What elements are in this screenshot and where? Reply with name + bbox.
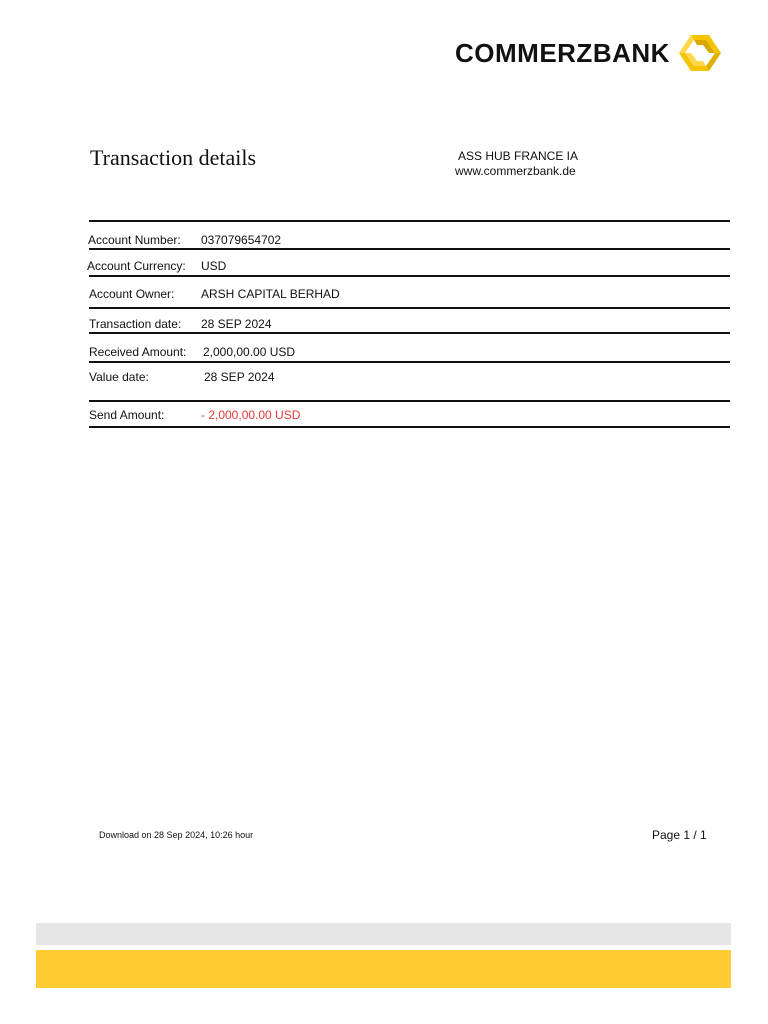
brand-name: COMMERZBANK: [455, 38, 670, 68]
page-number: Page 1 / 1: [652, 828, 707, 842]
divider: [89, 400, 730, 402]
divider-bottom: [89, 426, 730, 428]
received-amount-value: 2,000,00.00 USD: [203, 345, 296, 359]
download-timestamp: Download on 28 Sep 2024, 10:26 hour: [99, 830, 254, 840]
value-date-value: 28 SEP 2024: [204, 370, 275, 384]
divider: [89, 307, 730, 309]
footer-band-yellow: [36, 950, 731, 988]
bank-website-link[interactable]: www.commerzbank.de: [455, 164, 576, 178]
document-title: Transaction details: [90, 145, 256, 170]
account-owner-value: ARSH CAPITAL BERHAD: [201, 287, 340, 301]
received-amount-label: Received Amount:: [89, 345, 187, 359]
account-number-label: Account Number:: [88, 233, 181, 247]
value-date-label: Value date:: [89, 370, 149, 384]
account-owner-label: Account Owner:: [89, 287, 175, 301]
divider-top: [89, 220, 730, 222]
transaction-date-label: Transaction date:: [89, 317, 182, 331]
transaction-date-value: 28 SEP 2024: [201, 317, 272, 331]
account-currency-label: Account Currency:: [87, 259, 186, 273]
send-amount-label: Send Amount:: [89, 408, 165, 422]
divider: [89, 361, 730, 363]
commerzbank-ribbon-icon: [678, 34, 722, 72]
footer-band-grey: [36, 923, 731, 945]
divider: [89, 248, 730, 250]
bank-unit: ASS HUB FRANCE IA: [458, 149, 579, 163]
bank-info: [455, 149, 578, 179]
account-number-value: 037079654702: [201, 233, 282, 247]
brand-logo: [455, 34, 722, 72]
send-amount-value: - 2,000,00.00 USD: [201, 408, 301, 422]
divider: [89, 332, 730, 334]
divider: [89, 275, 730, 277]
account-currency-value: USD: [201, 259, 227, 273]
